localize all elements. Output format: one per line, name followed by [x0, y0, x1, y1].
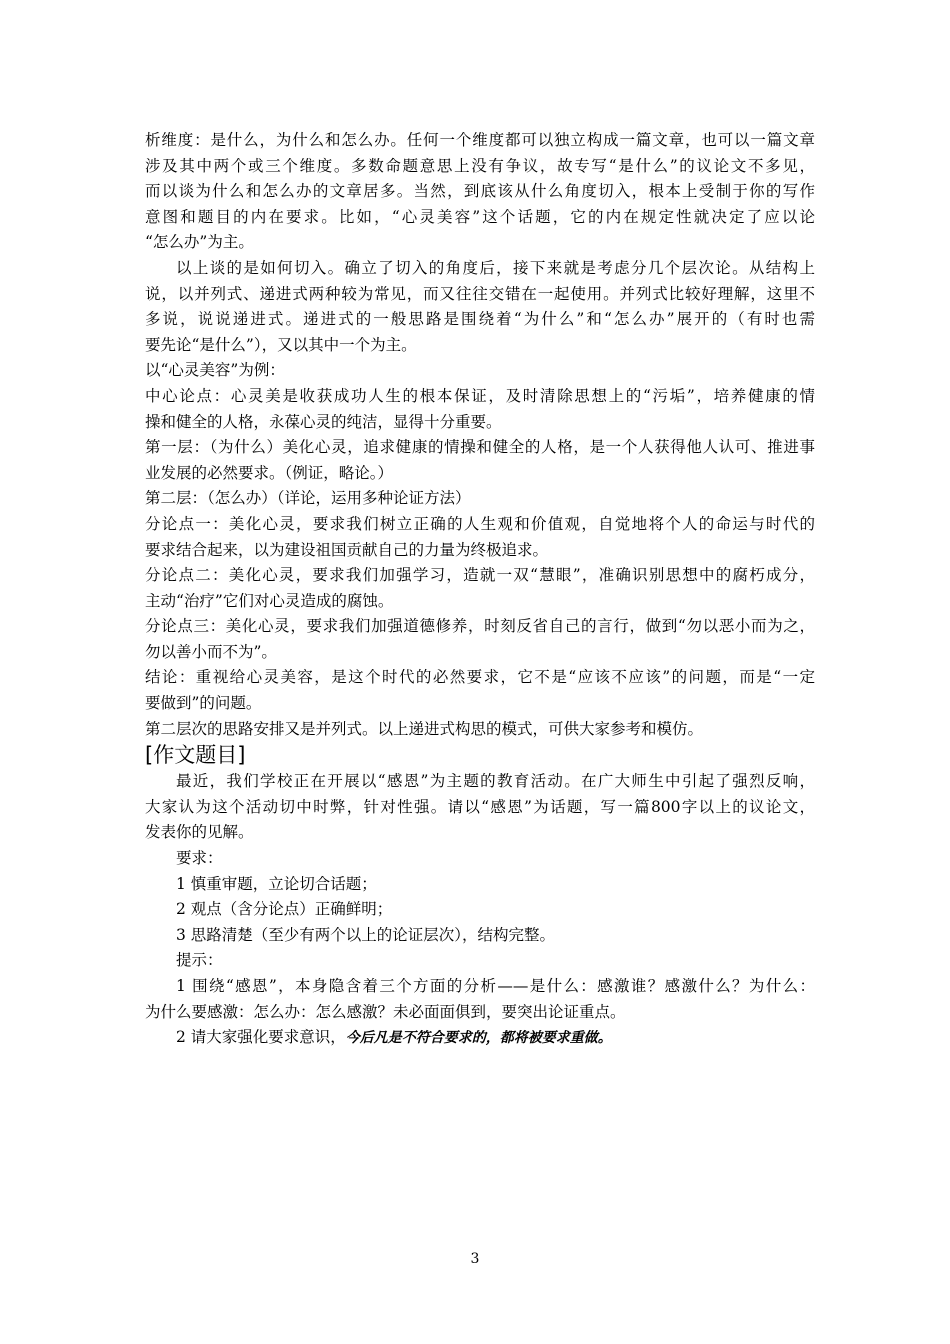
hint-item: [145, 1025, 815, 1052]
text-line: 而以谈为什么和怎么办的文章居多。当然，到底该从什么角度切入，根本上受制于你的写作: [145, 182, 815, 201]
requirement-item: 3 思路清楚（至少有两个以上的论证层次），结构完整。: [176, 925, 556, 944]
text-line: 意图和题目的内在要求。比如，“心灵美容”这个话题，它的内在规定性就决定了应以论: [145, 207, 815, 226]
hint-item: 为什么要感激：怎么办：怎么感激？未必面面俱到，要突出论证重点。: [145, 1002, 626, 1021]
hint-text: 2 请大家强化要求意识，: [176, 1028, 346, 1047]
text-line: 结论：重视给心灵美容，是这个时代的必然要求，它不是“应该不应该”的问题，而是“一定: [145, 668, 815, 687]
text-line: 第二层次的思路安排又是并列式。以上递进式构思的模式，可供大家参考和模仿。: [145, 719, 704, 738]
text-line: 操和健全的人格，永葆心灵的纯洁，显得十分重要。: [145, 412, 502, 431]
essay-heading: [作文题目]: [145, 743, 246, 768]
text-line: 要求结合起来，以为建设祖国贡献自己的力量为终极追求。: [145, 540, 549, 559]
text-line: 多说，说说递进式。递进式的一般思路是围绕着“为什么”和“怎么办”展开的（有时也需: [145, 310, 815, 329]
requirement-item: 2 观点（含分论点）正确鲜明；: [176, 900, 393, 919]
text-line: 勿以善小而不为”。: [145, 642, 277, 661]
text-line: 分论点二：美化心灵，要求我们加强学习，造就一双“慧眼”，准确识别思想中的腐朽成分，: [145, 566, 815, 585]
page-number: 3: [470, 1251, 480, 1267]
text-line: 主动“治疗”它们对心灵造成的腐蚀。: [145, 591, 394, 610]
text-line: 第一层：（为什么）美化心灵，追求健康的情操和健全的人格，是一个人获得他人认可、推进事: [145, 438, 815, 457]
text-line: 大家认为这个活动切中时弊，针对性强。请以“感恩”为话题，写一篇800字以上的议论文，: [145, 797, 815, 816]
layers-paragraph: [145, 256, 815, 358]
intro-paragraph: [145, 128, 815, 256]
text-line: 涉及其中两个或三个维度。多数命题意思上没有争议，故专写“是什么”的议论文不多见，: [145, 156, 815, 175]
text-line: 分论点一：美化心灵，要求我们树立正确的人生观和价值观，自觉地将个人的命运与时代的: [145, 514, 815, 533]
text-line: 分论点三：美化心灵，要求我们加强道德修养，时刻反省自己的言行，做到“勿以恶小而为之，: [145, 617, 815, 636]
essay-prompt: [145, 769, 815, 846]
text-line: 析维度：是什么，为什么和怎么办。任何一个维度都可以独立构成一篇文章，也可以一篇文章: [145, 131, 815, 149]
text-line: 要做到”的问题。: [145, 694, 262, 713]
text-line: 最近，我们学校正在开展以“感恩”为主题的教育活动。在广大师生中引起了强烈反响，: [176, 772, 815, 791]
text-line: 说，以并列式、递进式两种较为常见，而又往往交错在一起使用。并列式比较好理解，这里不: [145, 284, 815, 303]
hint-item: 1 围绕“感恩”，本身隐含着三个方面的分析——是什么：感激谁？感激什么？为什么：: [176, 977, 815, 995]
hint-emphasis: 今后凡是不符合要求的，都将被要求重做。: [345, 1030, 612, 1047]
text-line: “怎么办”为主。: [145, 233, 254, 252]
example-outline: [145, 358, 815, 742]
text-line: 以“心灵美容”为例：: [145, 361, 285, 380]
text-line: 发表你的见解。: [145, 823, 254, 842]
text-line: 以上谈的是如何切入。确立了切入的角度后，接下来就是考虑分几个层次论。从结构上: [176, 258, 815, 277]
hints-section: [145, 948, 815, 1051]
text-line: 业发展的必然要求。（例证，略论。）: [145, 463, 394, 482]
document-body: [145, 128, 815, 1052]
hints-label: 提示：: [176, 951, 223, 970]
requirement-item: 1 慎重审题，立论切合话题；: [176, 874, 377, 893]
requirements-label: 要求：: [176, 849, 223, 868]
text-line: 中心论点：心灵美是收获成功人生的根本保证，及时清除思想上的“污垢”，培养健康的情: [145, 386, 815, 405]
text-line: 第二层：（怎么办）（详论，运用多种论证方法）: [145, 489, 471, 508]
requirements-section: [145, 846, 815, 948]
text-line: 要先论“是什么”），又以其中一个为主。: [145, 335, 417, 354]
